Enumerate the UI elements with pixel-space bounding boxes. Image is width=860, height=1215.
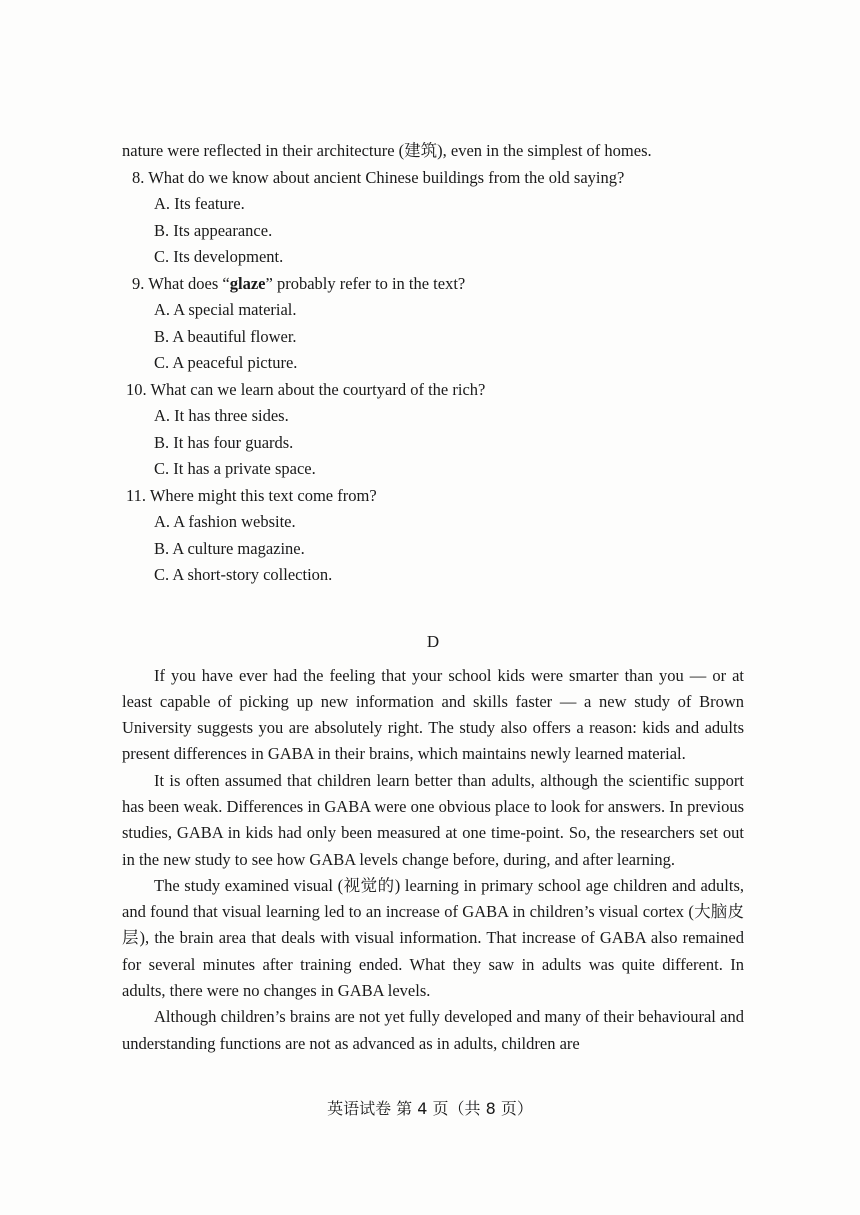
option-11b: B. A culture magazine. — [154, 538, 305, 558]
question-number: 10. — [126, 379, 147, 399]
question-keyword: glaze — [229, 273, 266, 293]
passage-c-tail: nature were reflected in their architecture (建筑), even in the simplest of homes. — [122, 141, 652, 160]
question-stem-before: What does “ — [148, 273, 230, 293]
question-10 — [122, 377, 744, 404]
question-8 — [122, 165, 744, 192]
question-9 — [122, 271, 744, 298]
passage-d-paragraph-3: The study examined visual (视觉的) learning in primary school age children and adults, and found that visual learning led to an increase of GABA in children’s visual cortex (大脑皮层), the brain area that deals with visual information. That increase of GABA also remained for several minutes after training ended. What they saw in adults was quite different. In adults, there were no changes in GABA levels. — [122, 875, 744, 1001]
question-stem-after: ” probably refer to in the text? — [265, 273, 466, 293]
section-heading-d: D — [426, 631, 440, 651]
passage-d-paragraph-1: If you have ever had the feeling that your school kids were smarter than you — or at least capable of picking up new information and skills faster — a new study of Brown University suggests you are absolutely right. The study also offers a reason: kids and adults present differences in GABA in their brains, which maintains newly learned material. — [122, 665, 744, 764]
option-8b: B. Its appearance. — [154, 220, 273, 240]
page-footer: 英语试卷 第 4 页（共 8 页） — [327, 1099, 533, 1118]
option-11c: C. A short-story collection. — [154, 565, 333, 584]
question-stem: What can we learn about the courtyard of the rich? — [150, 379, 486, 399]
question-number: 9. — [132, 273, 145, 293]
question-stem: Where might this text come from? — [149, 485, 377, 505]
option-9c: C. A peaceful picture. — [154, 353, 298, 372]
option-9a: A. A special material. — [154, 300, 297, 319]
question-number: 11. — [126, 485, 147, 505]
option-11a: A. A fashion website. — [154, 512, 296, 531]
option-10a: A. It has three sides. — [154, 406, 289, 425]
option-9b: B. A beautiful flower. — [154, 326, 297, 346]
passage-d-paragraph-4: Although children’s brains are not yet fully developed and many of their behavioural and understanding functions are not as advanced as in adults, children are — [122, 1007, 744, 1053]
page-content — [122, 138, 744, 1057]
question-11 — [122, 483, 744, 510]
question-stem: What do we know about ancient Chinese buildings from the old saying? — [148, 167, 625, 187]
passage-d-paragraph-2: It is often assumed that children learn better than adults, although the scientific support has been weak. Differences in GABA were one obvious place to look for answers. In previous studies, GABA in kids had only been measured at one time-point. So, the researchers set out in the new study to see how GABA levels change before, during, and after learning. — [122, 770, 744, 869]
option-10c: C. It has a private space. — [154, 459, 316, 478]
option-8c: C. Its development. — [154, 247, 284, 266]
option-8a: A. Its feature. — [154, 194, 245, 213]
question-number: 8. — [132, 167, 145, 187]
option-10b: B. It has four guards. — [154, 432, 294, 452]
